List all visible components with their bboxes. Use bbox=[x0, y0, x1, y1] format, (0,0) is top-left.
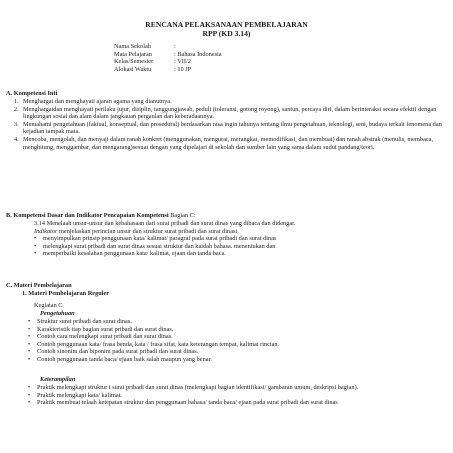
list-item bbox=[28, 326, 279, 334]
identity-label: Mata Pelajaran bbox=[114, 50, 152, 58]
identity-row bbox=[114, 66, 222, 74]
list-item bbox=[28, 341, 279, 349]
bullet-icon: • bbox=[28, 340, 31, 348]
identity-label: Kelas/Semester bbox=[114, 58, 154, 66]
list-item-text: Contoh cara melengkapi surat pribadi dan surat dinas. bbox=[37, 333, 173, 341]
item-text: Menghargaidan menghayati perilaku jujur, disiplin, tanggungjawab, peduli (toleransi, gotong royong), santun, percaya diri, dalam berinteraksi secara efektif dengan lingkungan sosial dan alam dalam jangkauan pergaulan dan keberadaannya. bbox=[23, 105, 437, 121]
section-a-list bbox=[14, 98, 444, 151]
identity-value: : 10 JP bbox=[174, 65, 192, 73]
bullet-icon: • bbox=[34, 235, 37, 243]
document-title: RENCANA PELAKSANAAN PEMBELAJARAN bbox=[145, 20, 308, 29]
section-a-heading: A. Kompetensi Inti bbox=[6, 90, 58, 97]
list-item-text: Contoh penggunaan kata/ frasa benda, kata / frasa sifat, kata keterangan tempat, kalimat rincian. bbox=[37, 340, 280, 348]
list-item bbox=[28, 348, 279, 356]
kd-text: 3.14 Menelaah unsur-unsur dan kebahasaan dari surat pribadi dan surat dinas yang dibaca dan didengar. bbox=[34, 220, 296, 227]
section-b-title: B. Kompetensi Dasar dan Indikator Pencapaian Kompetensi bbox=[6, 212, 169, 219]
identity-label: Alokasi Waktu bbox=[114, 65, 152, 73]
bullet-text: menyimpulkan prinsip penggunaan kata/ kalimat/ paragraf pada surat pribadi dan surat dinas bbox=[43, 235, 277, 243]
section-b-suffix: Bagian C: bbox=[168, 212, 196, 219]
list-item-text: Praktik melengkapi struktur i surat pribadi dan surat dinas (melengkapi bagian identifikasi/ gambaran umum, deskripsi bagian). bbox=[37, 384, 359, 391]
competency-item bbox=[14, 136, 444, 151]
list-item-text: Contoh penggunaan tanda baca/ ejaan baik salah maupun yang benar. bbox=[37, 355, 212, 363]
bullet-icon: • bbox=[28, 333, 31, 341]
bullet-icon: • bbox=[28, 384, 31, 391]
indicator-bullet bbox=[34, 235, 444, 243]
item-number: 2. bbox=[14, 105, 19, 113]
identity-row bbox=[114, 58, 222, 66]
identity-value: : Bahasa Indonesia bbox=[174, 50, 222, 58]
pengetahuan-list bbox=[28, 318, 279, 364]
identity-block bbox=[114, 43, 222, 73]
indikator-line bbox=[34, 228, 444, 236]
bullet-icon: • bbox=[34, 242, 37, 250]
item-number: 1. bbox=[14, 98, 19, 105]
document-subtitle: RPP (KD 3.14) bbox=[202, 29, 251, 38]
indikator-text: menjelaskan perincian unsur dan struktur surat pribadi dan surat dinasi. bbox=[57, 227, 239, 235]
competency-item bbox=[14, 98, 444, 106]
bullet-icon: • bbox=[34, 250, 37, 258]
section-c-subheading: 1. Materi Pembelajaran Reguler bbox=[22, 290, 110, 297]
bullet-text: memperbaiki kesalahan penggunaan kata/ kalimat, ejaan dan tanda baca. bbox=[43, 250, 226, 258]
item-text: Mencoba, mengolah, dan menyaji dalam ranah konkret (menggunakan, mengurai, merangkai, memodifikasi, dan membuat) dan ranah abstrak (menulis, membaca, menghitung, menggambar, dan mengarang)sesuai dengan yang dipelajari di sekolah dan sumber lain yang sama dalam sudut pandang/teori. bbox=[23, 135, 434, 151]
identity-value: : VII/2 bbox=[174, 58, 191, 66]
pengetahuan-label: Pengetahuan bbox=[40, 310, 75, 317]
keterampilan-label: Keterampilan bbox=[40, 376, 76, 383]
list-item bbox=[28, 318, 279, 326]
indikator-label: Indikator bbox=[34, 227, 58, 235]
identity-row bbox=[114, 51, 222, 59]
competency-item bbox=[14, 121, 444, 136]
list-item-text: Praktik membuat telaah ketepatan struktur dan penggunaan bahasa/ tanda baca/ ejaan pada surat pribadi dan surat dinas bbox=[37, 399, 338, 407]
list-item-text: Karakteristik tiap bagian surat pribadi dan surat dinas. bbox=[37, 325, 174, 333]
section-b-heading bbox=[6, 212, 196, 220]
item-number: 3. bbox=[14, 120, 19, 128]
identity-row bbox=[114, 43, 222, 51]
bullet-icon: • bbox=[28, 348, 31, 356]
list-item-text: Praktik melengkapi kata/ kalimat. bbox=[37, 391, 122, 399]
bullet-icon: • bbox=[28, 399, 31, 407]
list-item bbox=[28, 384, 428, 392]
bullet-icon: • bbox=[28, 318, 31, 325]
bullet-icon: • bbox=[28, 325, 31, 333]
list-item bbox=[28, 333, 279, 341]
keterampilan-list bbox=[28, 384, 428, 407]
bullet-icon: • bbox=[28, 391, 31, 399]
list-item-text: Struktur surat pribadi dan surat dinas. bbox=[37, 318, 132, 325]
item-text: Memahami pengetahuan (faktual, konseptual, dan prosedural) berdasarkan rasa ingin tahunya tentang ilmu pengetahuan, teknologi, seni, budaya terkait fenomena dan kejadian tampak mata. bbox=[23, 120, 442, 136]
list-item bbox=[28, 392, 428, 400]
identity-value: : bbox=[174, 43, 176, 50]
bullet-icon: • bbox=[28, 355, 31, 363]
list-item-text: Contoh sinonim dan biponim pada surat pribadi dan surat dinas. bbox=[37, 348, 199, 356]
item-text: Menghargai dan menghayati ajaran agama yang dianutnya. bbox=[23, 98, 172, 105]
section-b-body bbox=[34, 220, 444, 258]
competency-item bbox=[14, 106, 444, 121]
list-item bbox=[28, 356, 279, 364]
indicator-bullet bbox=[34, 243, 444, 251]
indicator-bullet bbox=[34, 250, 444, 258]
bullet-text: melengkapi surat pribadi dan surat dinas sesuai struktur dan kaidah bahasa. menentukan dan bbox=[43, 242, 276, 250]
item-number: 4. bbox=[14, 135, 19, 143]
kegiatan-label: Kegiatan C bbox=[34, 302, 63, 309]
section-c-heading: C. Materi Pembelajaran bbox=[6, 282, 72, 289]
list-item bbox=[28, 399, 428, 407]
identity-label: Nama Sekolah bbox=[114, 43, 151, 50]
